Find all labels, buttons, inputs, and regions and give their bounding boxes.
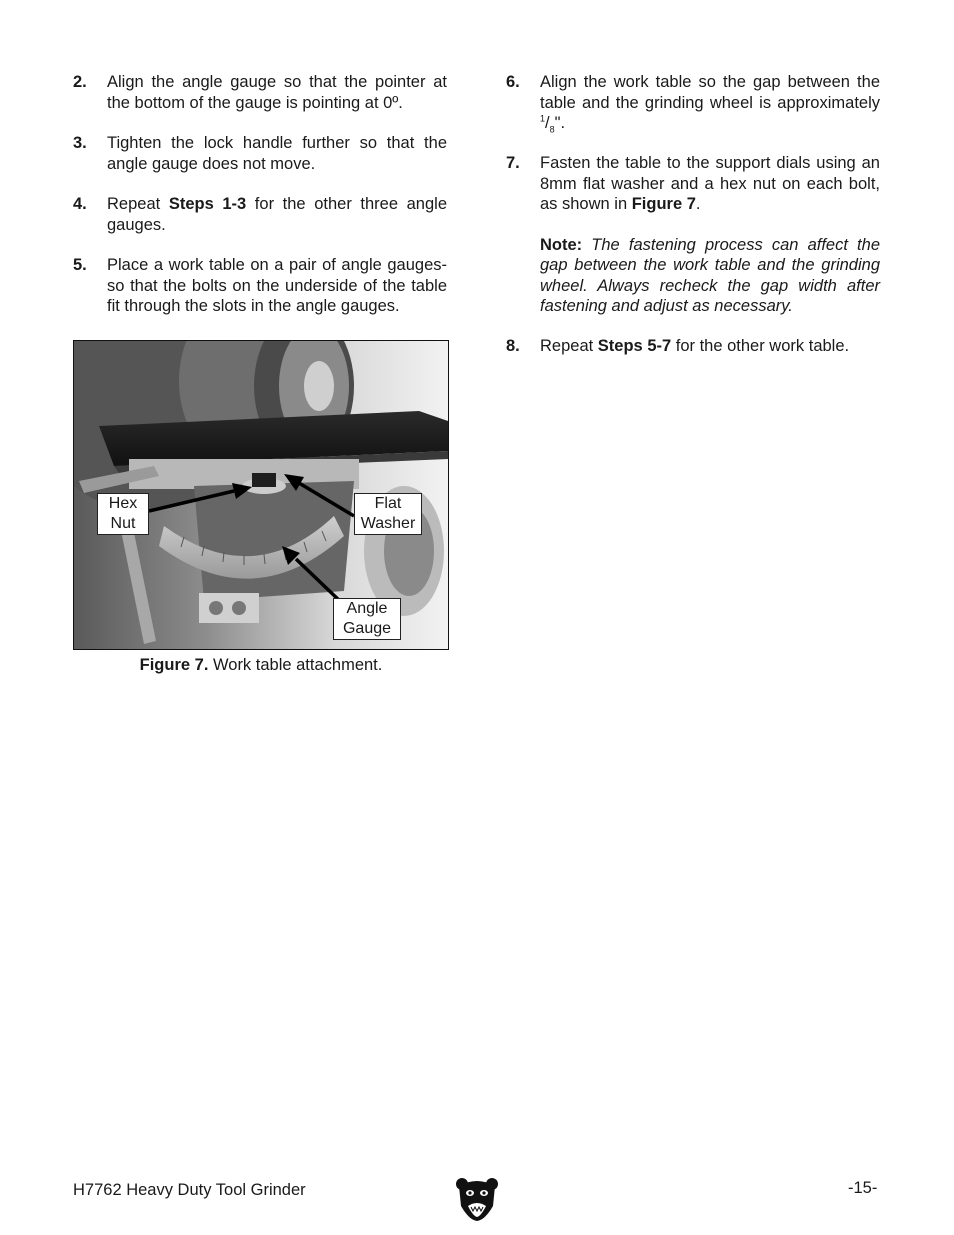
step-4 [73,194,447,235]
step-reference: Steps 5-7 [597,337,672,355]
step-text: Align the work table so the gap between the table and the grinding wheel is approximately $^1/_8$". [540,73,880,135]
figure-reference: Figure 7 [631,195,696,213]
footer-title: H7762 Heavy Duty Tool Grinder [73,1181,306,1199]
note: Note: The fastening process can affect the gap between the work table and the grinding wheel. Always recheck the gap width after fastening and adjust as necessary. [540,235,880,315]
step-text: Fasten the table to the support dials using an 8mm flat washer and a hex nut on each bolt, as shown in Figure 7. Note: The fastening process can affect the gap between the work table and the grinding wheel. Always recheck the gap width after fastening and adjust as necessary. [540,154,880,315]
step-5 [73,255,447,317]
step-text: Tighten the lock handle further so that the angle gauge does not move. [107,134,447,173]
figure-caption: Figure 7. Work table attachment. [139,656,383,674]
callout-flat-washer: Flat Washer [354,493,422,535]
step-number: 8. [506,337,520,355]
bear-logo-icon [455,1176,499,1222]
step-text: Repeat Steps 1-3 for the other three angle gauges. [107,195,447,234]
step-6 [506,72,880,134]
step-text: Align the angle gauge so that the pointer at the bottom of the gauge is pointing at 0º. [107,73,447,112]
figure-7-photo [73,340,449,650]
step-text: Repeat Steps 5-7 for the other work table. [540,337,850,355]
step-number: 7. [506,154,520,172]
callout-angle-gauge: Angle Gauge [333,598,401,640]
callout-hex-nut: Hex Nut [97,493,149,535]
step-number: 2. [73,73,87,91]
figure-label: Figure 7. [139,656,209,674]
page-number: -15- [848,1179,878,1197]
step-number: 5. [73,256,87,274]
step-number: 3. [73,134,87,152]
step-number: 4. [73,195,87,213]
step-number: 6. [506,73,520,91]
step-7 [506,153,880,317]
step-8 [506,336,880,357]
step-2 [73,72,447,113]
step-reference: Steps 1-3 [168,195,247,213]
step-3 [73,133,447,174]
note-label: Note: [540,235,583,254]
step-text: Place a work table on a pair of angle gauges-so that the bolts on the underside of the table fit through the slots in the angle gauges. [107,256,447,315]
